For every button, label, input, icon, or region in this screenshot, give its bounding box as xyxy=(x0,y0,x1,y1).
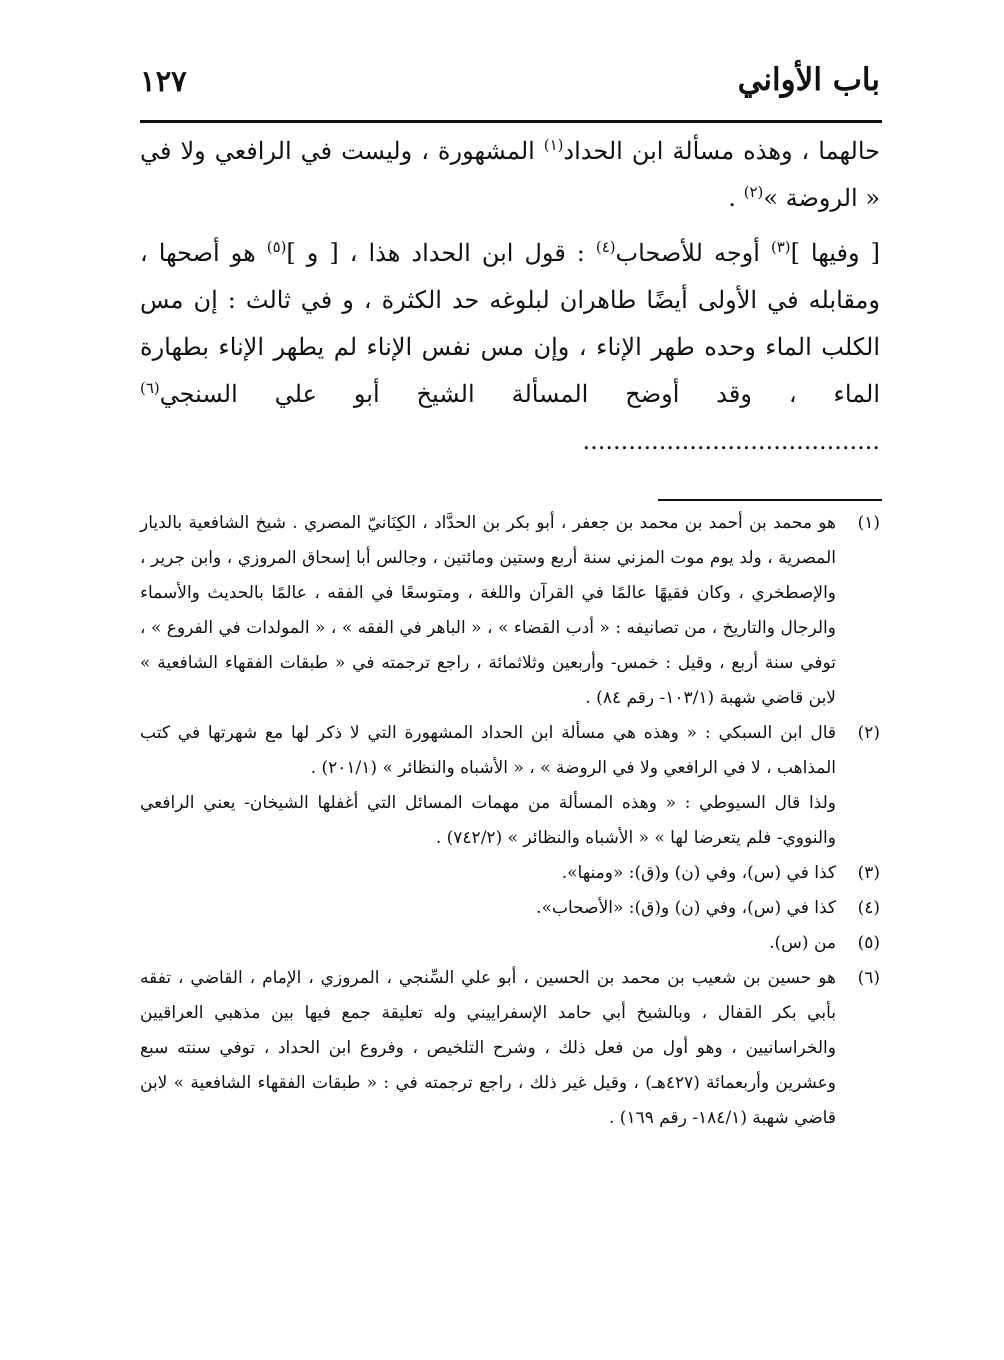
footnote-number: (٣) xyxy=(857,863,880,883)
footnote-text: كذا في (س)، وفي (ن) و(ق): «الأصحاب». xyxy=(536,898,836,918)
footnote-3 xyxy=(140,856,880,891)
footnote-6 xyxy=(140,961,880,1136)
footnote-ref-5: (٥) xyxy=(266,238,287,256)
footnote-ref-1: (١) xyxy=(543,136,564,154)
footnote-text: قال ابن السبكي : « وهذه هي مسألة ابن الحداد المشهورة التي لا ذكر لها مع شهرتها في كتب المذاهب ، لا في الرافعي ولا في الروضة » ، « الأشباه والنظائر » (٢٠١/١) . xyxy=(140,723,836,778)
footnote-number: (١) xyxy=(857,513,880,533)
footnote-2 xyxy=(140,716,880,856)
footnote-1 xyxy=(140,506,880,716)
footnote-4 xyxy=(140,891,880,926)
footnote-text: ولذا قال السيوطي : « وهذه المسألة من مهمات المسائل التي أغفلها الشيخان- يعني الرافعي والنووي- فلم يتعرضا لها » « الأشباه والنظائر » (٧٤٢/٢) . xyxy=(140,793,836,848)
main-text xyxy=(140,128,880,465)
page-header xyxy=(140,62,880,122)
footnote-number: (٦) xyxy=(857,968,880,988)
footnote-ref-3: (٣) xyxy=(770,238,791,256)
footnote-ref-4: (٤) xyxy=(595,238,616,256)
main-paragraph-2: [ وفيها ]$^{(٣)}$ أوجه للأصحاب$^{(٤)}$ : قول ابن الحداد هذا ، [ و ]$^{(٥)}$ هو أصحها ، ومقابله في الأولى أيضًا طاهران لبلوغه حد الكثرة ، و في ثالث : إن مس الكلب الماء وحده طهر الإناء ، وإن مس نفس الإناء لم يطهر الإناء بطهارة الماء ، وقد أوضح المسألة الشيخ أبو علي السنجي$^{(٦)}$ ....................................... xyxy=(140,238,880,455)
footnote-number: (٤) xyxy=(857,898,880,918)
footnote-ref-6: (٦) xyxy=(140,379,160,397)
main-paragraph-1: حالهما ، وهذه مسألة ابن الحداد$^{(١)}$ المشهورة ، وليست في الرافعي ولا في « الروضة »$^{(٢)}$ . xyxy=(140,136,880,212)
footnote-text: كذا في (س)، وفي (ن) و(ق): «ومنها». xyxy=(561,863,836,883)
footnote-text: هو حسين بن شعيب بن محمد بن الحسين ، أبو علي السِّنجي ، المروزي ، الإمام ، القاضي ، تفقه بأبي بكر القفال ، وبالشيخ أبي حامد الإسفراييني وله تعليقة جمع فيها بين مذهبي العراقيين والخراسانيين ، وهو أول من فعل ذلك ، وشرح التلخيص ، وفروع ابن الحداد ، توفي سنته سبع وعشرين وأربعمائة (٤٢٧هـ) ، وقيل غير ذلك ، راجع ترجمته في : « طبقات الفقهاء الشافعية » لابن قاضي شهبة (١٨٤/١- رقم ١٦٩) . xyxy=(140,968,836,1128)
page-number: ١٢٧ xyxy=(140,64,187,98)
footnote-ref-2: (٢) xyxy=(743,183,764,201)
footnote-separator xyxy=(658,499,882,501)
continuation-dots: ....................................... xyxy=(582,427,880,455)
footnotes xyxy=(140,506,880,1136)
chapter-title: باب الأواني xyxy=(737,62,880,98)
footnote-number: (٢) xyxy=(857,723,880,743)
footnote-5 xyxy=(140,926,880,961)
footnote-number: (٥) xyxy=(857,933,880,953)
footnote-text: من (س). xyxy=(769,933,836,953)
header-rule xyxy=(140,120,882,123)
footnote-text: هو محمد بن أحمد بن محمد بن جعفر ، أبو بكر بن الحدَّاد ، الكِنَانيّ المصري . شيخ الشافعية بالديار المصرية ، ولد يوم موت المزني سنة أربع وستين ومائتين ، وجالس أبا إسحاق المروزي ، وابن جرير ، والإصطخري ، وكان فقيهًا عالمًا في القرآن واللغة ، ومتوسعًا في الفقه ، عالمًا بالحديث والأسماء والرجال والتاريخ ، من تصانيفه : « أدب القضاء » ، « الباهر في الفقه » ، « المولدات في الفروع » ، توفي سنة أربع ، وقيل : خمس- وأربعين وثلاثمائة ، راجع ترجمته في « طبقات الفقهاء الشافعية » لابن قاضي شهبة (١٠٣/١- رقم ٨٤) . xyxy=(140,513,836,708)
